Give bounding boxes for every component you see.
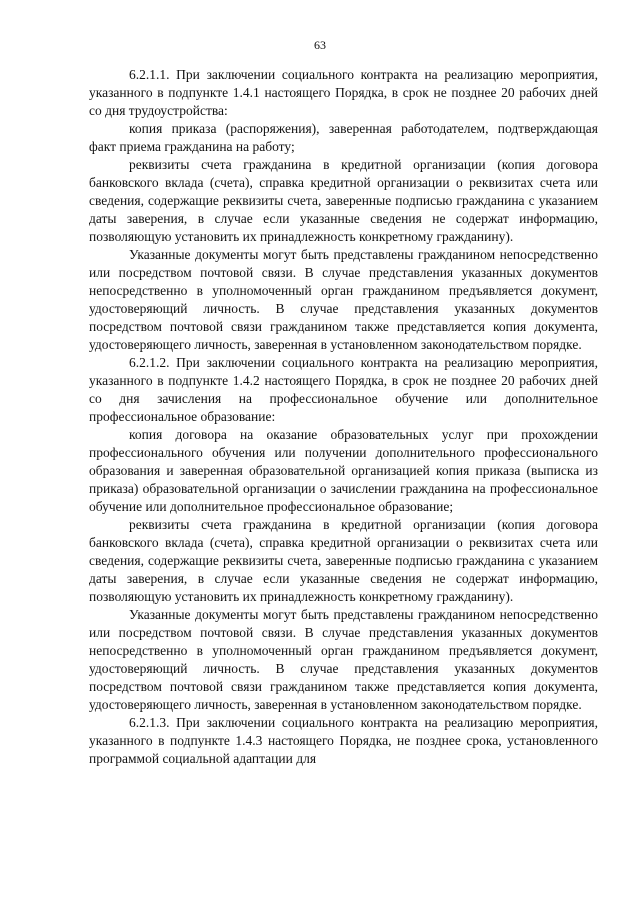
document-body [89, 66, 598, 768]
paragraph-6-2-1-1: 6.2.1.1. При заключении социального контракта на реализацию мероприятия, указанного в подпункте 1.4.1 настоящего Порядка, в срок не позднее 20 рабочих дней со дня трудоустройства: [89, 67, 598, 118]
paragraph-order-copy: копия приказа (распоряжения), заверенная работодателем, подтверждающая факт приема гражданина на работу; [89, 121, 598, 154]
paragraph-bank-details: реквизиты счета гражданина в кредитной организации (копия договора банковского вклада (счета), справка кредитной организации о реквизитах счета или сведения, содержащие реквизиты счета, заверенные подписью гражданина с указанием даты заверения, в случае если указанные сведения не содержат информацию, позволяющую установить их принадлежность конкретному гражданину). [89, 157, 598, 244]
paragraph-6-2-1-3: 6.2.1.3. При заключении социального контракта на реализацию мероприятия, указанного в подпункте 1.4.3 настоящего Порядка, не позднее срока, установленного программой социальной адаптации для [89, 715, 598, 766]
page-number: 63 [314, 38, 326, 52]
paragraph-education-contract: копия договора на оказание образовательных услуг при прохождении профессионального обучения или получении дополнительного профессионального образования и заверенная образовательной организацией копия приказа (выписка из приказа) образовательной организации о зачислении гражданина на профессиональное обучение или дополнительное профессиональное образование; [89, 427, 598, 514]
paragraph-bank-details: реквизиты счета гражданина в кредитной организации (копия договора банковского вклада (счета), справка кредитной организации о реквизитах счета или сведения, содержащие реквизиты счета, заверенные подписью гражданина с указанием даты заверения, в случае если указанные сведения не содержат информацию, позволяющую установить их принадлежность конкретному гражданину). [89, 517, 598, 604]
paragraph-submission-method: Указанные документы могут быть представлены гражданином непосредственно или посредством почтовой связи. В случае представления указанных документов непосредственно в уполномоченный орган гражданином предъявляется документ, удостоверяющий личность. В случае представления указанных документов посредством почтовой связи гражданином также представляется копия документа, удостоверяющего личность, заверенная в установленном законодательством порядке. [89, 247, 598, 352]
paragraph-6-2-1-2: 6.2.1.2. При заключении социального контракта на реализацию мероприятия, указанного в подпункте 1.4.2 настоящего Порядка, в срок не позднее 20 рабочих дней со дня зачисления на профессиональное обучение или дополнительное профессиональное образование: [89, 355, 598, 424]
paragraph-submission-method: Указанные документы могут быть представлены гражданином непосредственно или посредством почтовой связи. В случае представления указанных документов непосредственно в уполномоченный орган гражданином предъявляется документ, удостоверяющий личность. В случае представления указанных документов посредством почтовой связи гражданином также представляется копия документа, удостоверяющего личность, заверенная в установленном законодательством порядке. [89, 607, 598, 712]
